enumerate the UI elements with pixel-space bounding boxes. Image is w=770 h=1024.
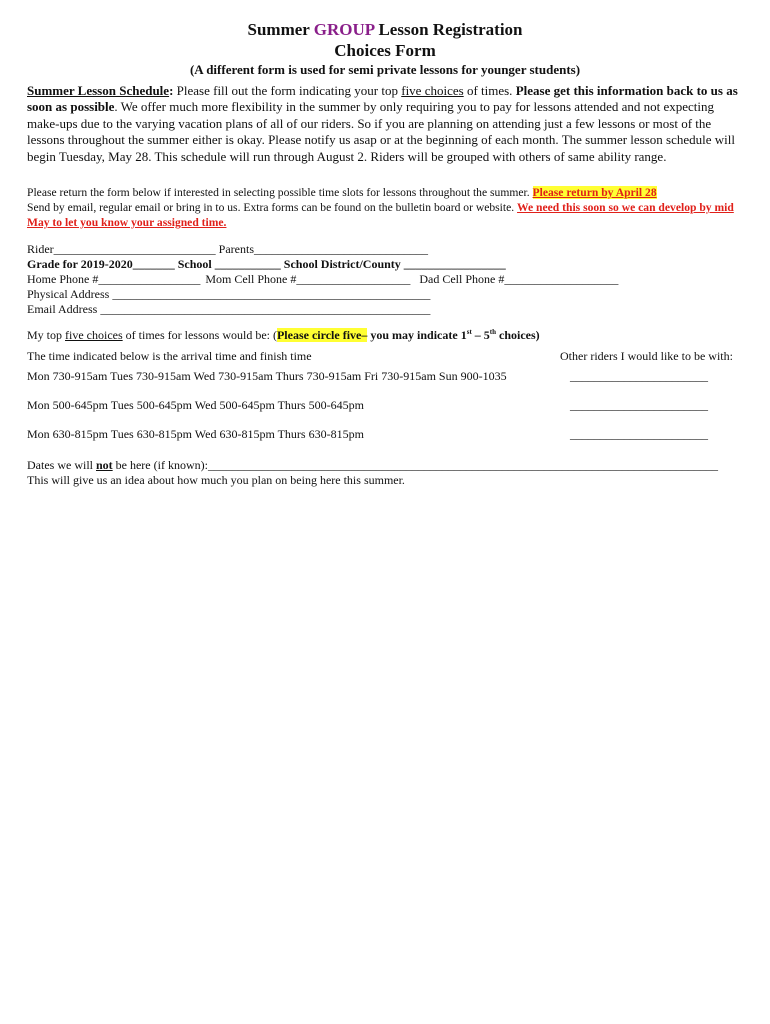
return-need-soon: We need this soon so we can develop by mid May to let you know your assigned time. <box>27 201 734 229</box>
schedule-colon: : <box>169 83 174 98</box>
dates-text: Dates we will <box>27 458 96 472</box>
rider-field[interactable]: Rider___________________________ <box>27 242 216 256</box>
choices-st: st <box>466 328 472 336</box>
dad-cell-field[interactable]: Dad Cell Phone #___________________ <box>419 272 619 286</box>
grade-school-field[interactable]: Grade for 2019-2020_______ School ___________ <box>27 257 281 271</box>
schedule-bold-text: Please get this information back to us as soon as possible <box>27 83 738 115</box>
choices-th: th <box>489 328 497 336</box>
slot-row-afternoon[interactable]: Mon 500-645pm Tues 500-645pm Wed 500-645pm Thurs 500-645pm <box>27 398 364 412</box>
dates-blank: be here (if known):_____________________________________________________________________________________ <box>112 458 718 472</box>
choices-instruction <box>27 328 540 343</box>
circle-five-highlight: Please circle five <box>276 328 362 342</box>
schedule-five-choices: five choices <box>401 83 464 98</box>
choices-text: My top <box>27 328 66 342</box>
mom-cell-field[interactable]: Mom Cell Phone #___________________ <box>205 272 411 286</box>
choices-five: five choices <box>65 328 123 342</box>
address-field[interactable]: Physical Address _____________________________________________________ <box>27 287 431 301</box>
phone-row <box>27 272 618 287</box>
dates-note: This will give us an idea about how much you plan on being here this summer. <box>27 473 405 487</box>
schedule-heading: Summer Lesson Schedule <box>27 83 170 98</box>
other-riders-blank-3[interactable]: _______________________ <box>570 427 708 441</box>
schedule-text: . We offer much more flexibility in the summer by only requiring you to pay for lessons attended and not expecting make-ups due to the varying vacation plans of all of our riders. So if you are planning on attending just a few lessons or most of the lessons throughout the summer either is okay. Please notify us asap or at the beginning of each month. The summer lesson schedule will begin Tuesday, May 28. This schedule will run through August 2. Riders will be grouped with others of same ability range. <box>27 99 735 164</box>
form-subtitle: (A different form is used for semi private lessons for younger students) <box>189 62 581 77</box>
return-deadline: Please return by April 28 <box>532 186 657 199</box>
schedule-text: of times. <box>463 83 516 98</box>
time-note: The time indicated below is the arrival time and finish time <box>27 349 312 363</box>
schedule-text: Please fill out the form indicating your top <box>173 83 402 98</box>
rider-parents-row <box>27 242 428 257</box>
choices-text-bold: of times for lessons would be: ( <box>122 328 277 342</box>
dates-not: not <box>95 458 113 472</box>
other-riders-blank-1[interactable]: _______________________ <box>570 369 708 383</box>
other-riders-label: Other riders I would like to be with: <box>560 349 733 363</box>
email-field[interactable]: Email Address _______________________________________________________ <box>27 302 431 316</box>
schedule-paragraph <box>27 83 747 165</box>
title-text: Summer <box>247 20 314 39</box>
slot-row-morning[interactable]: Mon 730-915am Tues 730-915am Wed 730-915am Thurs 730-915am Fri 730-915am Sun 900-1035 <box>27 369 507 383</box>
other-riders-blank-2[interactable]: _______________________ <box>570 398 708 412</box>
return-text: Send by email, regular email or bring in to us. Extra forms can be found on the bulletin board or website. <box>27 201 518 214</box>
dates-away-field[interactable] <box>27 458 718 473</box>
choices-end: choices) <box>496 328 540 342</box>
title-group-word: GROUP <box>313 20 375 39</box>
return-text: Please return the form below if interested in selecting possible time slots for lessons throughout the summer. <box>27 186 533 199</box>
grade-row <box>27 257 506 272</box>
form-title-line2: Choices Form <box>334 41 436 60</box>
slot-row-evening[interactable]: Mon 630-815pm Tues 630-815pm Wed 630-815pm Thurs 630-815pm <box>27 427 364 441</box>
circle-five-dash: – <box>361 328 368 342</box>
choices-range: – 5 <box>471 328 490 342</box>
choices-indicate: you may indicate 1 <box>367 328 467 342</box>
return-note <box>27 185 747 230</box>
form-title <box>0 20 770 40</box>
school-district-field[interactable]: School District/County _________________ <box>283 257 506 271</box>
home-phone-field[interactable]: Home Phone #_________________ <box>27 272 201 286</box>
parents-field[interactable]: Parents_____________________________ <box>218 242 428 256</box>
title-text-end: Lesson Registration <box>374 20 523 39</box>
